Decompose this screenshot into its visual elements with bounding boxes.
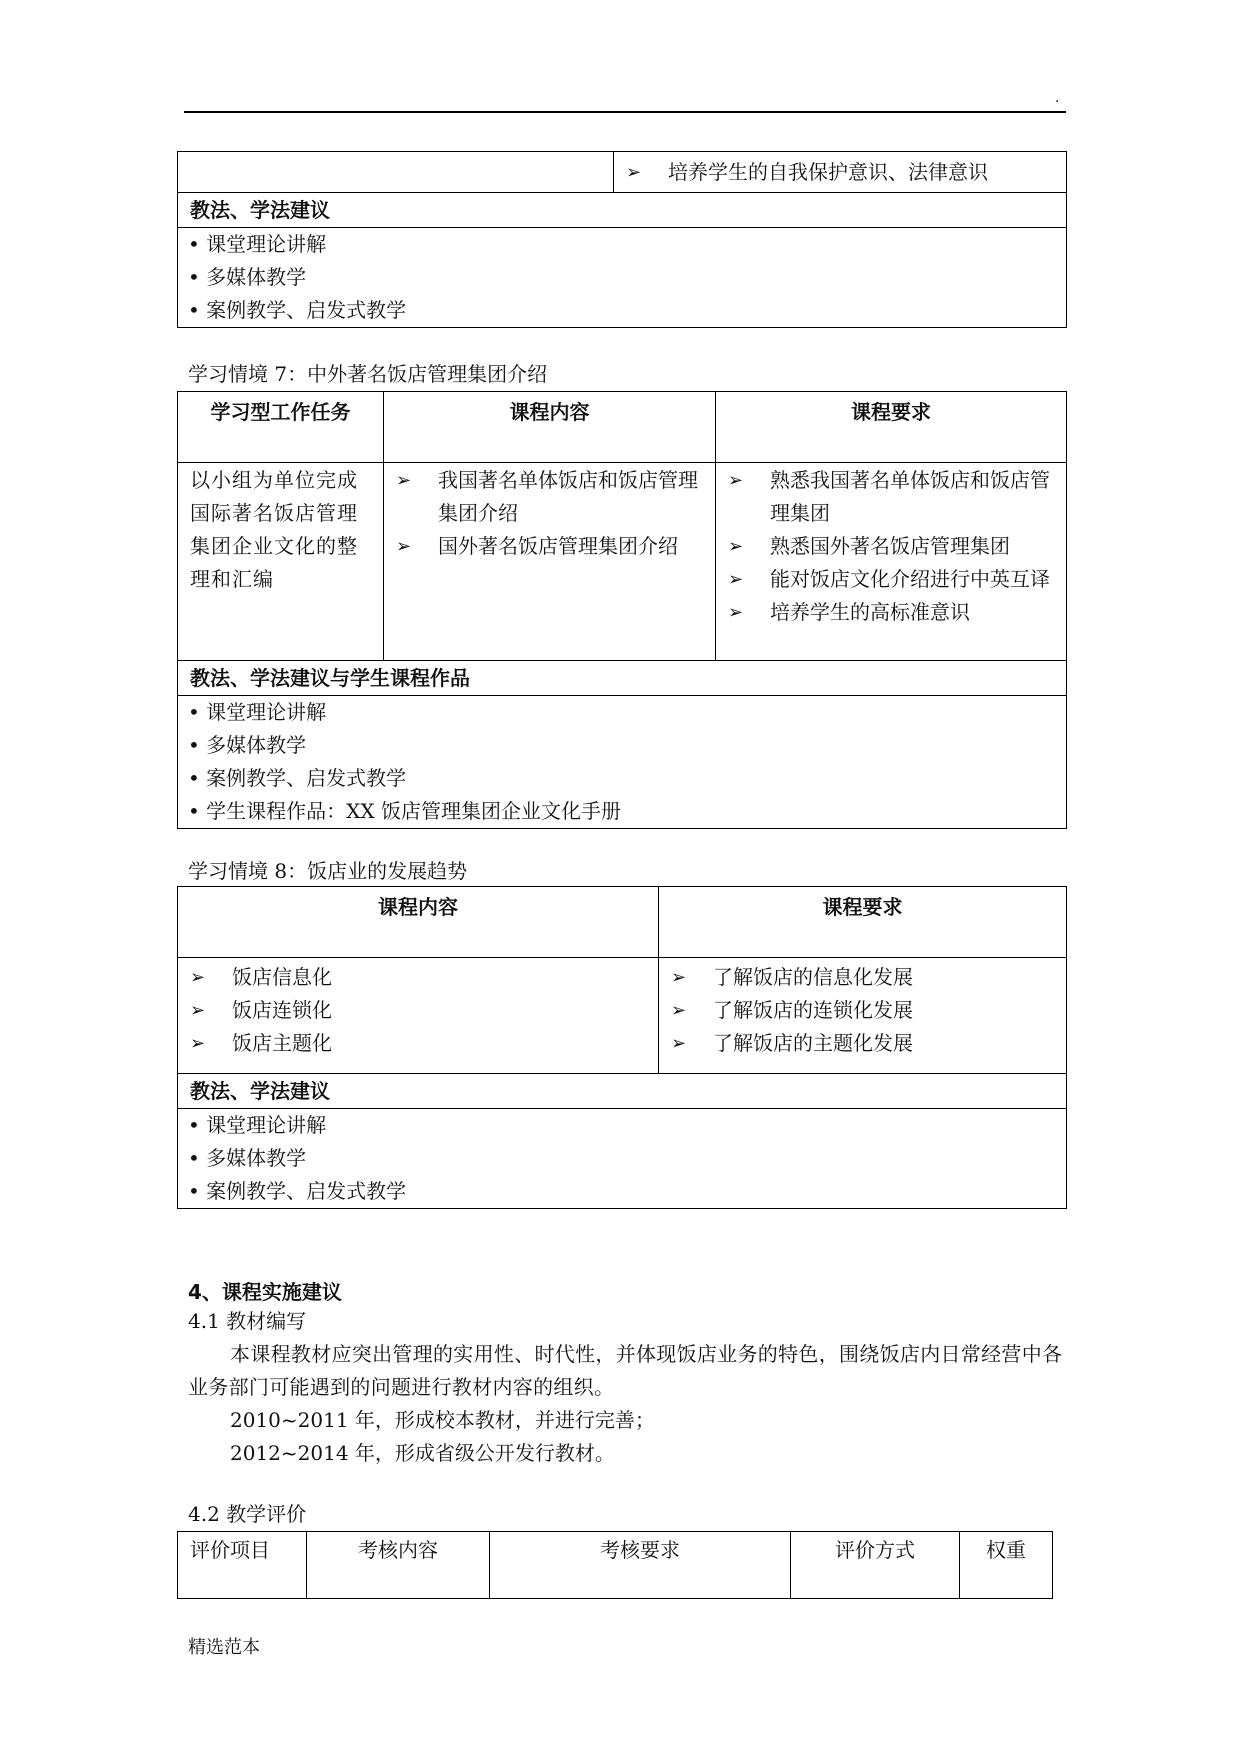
- paragraph: 本课程教材应突出管理的实用性、时代性，并体现饭店业务的特色，围绕饭店内日常经营中各业务部门可能遇到的问题进行教材内容的组织。: [188, 1342, 1063, 1399]
- header-content: 课程内容: [178, 887, 659, 958]
- arrow-bullet-icon: ➢: [190, 1033, 206, 1054]
- list-item: • 课堂理论讲解: [188, 1113, 327, 1137]
- arrow-bullet-icon: ➢: [190, 967, 206, 988]
- list-item: • 学生课程作品：XX 饭店管理集团企业文化手册: [188, 799, 621, 823]
- list-item: ➢ 能对饭店文化介绍进行中英互译: [728, 563, 1060, 596]
- arrow-bullet-icon: ➢: [728, 470, 744, 491]
- content-cell: [384, 463, 716, 661]
- list-item: • 多媒体教学: [188, 265, 307, 289]
- arrow-bullet-icon: ➢: [626, 162, 642, 183]
- arrow-bullet-icon: ➢: [396, 536, 412, 557]
- list-item: ➢ 饭店连锁化: [190, 994, 650, 1027]
- situation8-title: 学习情境 8：饭店业的发展趋势: [188, 859, 468, 883]
- eval-header-content: 考核内容: [307, 1532, 490, 1599]
- arrow-bullet-icon: ➢: [671, 967, 687, 988]
- eval-header-item: 评价项目: [178, 1532, 307, 1599]
- list-item: ➢ 饭店信息化: [190, 961, 650, 994]
- list-item: • 课堂理论讲解: [188, 700, 327, 724]
- empty-cell: [178, 152, 614, 193]
- footer-text: 精选范本: [188, 1637, 260, 1658]
- arrow-bullet-icon: ➢: [671, 1033, 687, 1054]
- list-item: • 多媒体教学: [188, 1146, 307, 1170]
- methods-title: 教法、学法建议: [178, 193, 1067, 228]
- requirement-cell: [614, 152, 1067, 193]
- header-task: 学习型工作任务: [178, 392, 384, 463]
- table-situation7: [177, 391, 1067, 829]
- content-cell: [178, 958, 659, 1074]
- arrow-bullet-icon: ➢: [728, 569, 744, 590]
- methods-title: 教法、学法建议: [178, 1074, 1067, 1109]
- header-rule: [184, 111, 1066, 113]
- list-item: • 案例教学、启发式教学: [188, 298, 407, 322]
- paragraph: 2012~2014 年，形成省级公开发行教材。: [230, 1441, 615, 1465]
- eval-header-requirement: 考核要求: [490, 1532, 791, 1599]
- eval-header-method: 评价方式: [791, 1532, 960, 1599]
- eval-header-weight: 权重: [960, 1532, 1053, 1599]
- list-item: ➢ 饭店主题化: [190, 1027, 650, 1060]
- header-content: 课程内容: [384, 392, 716, 463]
- list-item: ➢ 国外著名饭店管理集团介绍: [396, 530, 707, 563]
- list-item: ➢ 了解饭店的连锁化发展: [671, 994, 1058, 1027]
- table-situation6-tail: [177, 151, 1067, 328]
- methods-list: [178, 696, 1067, 829]
- header-requirements: 课程要求: [716, 392, 1067, 463]
- requirements-cell: [716, 463, 1067, 661]
- subsection-title: 4.1 教材编写: [188, 1309, 307, 1333]
- table-evaluation: [177, 1531, 1053, 1599]
- list-item: ➢ 我国著名单体饭店和饭店管理集团介绍: [396, 464, 707, 530]
- list-item: • 课堂理论讲解: [188, 232, 327, 256]
- list-item: • 案例教学、启发式教学: [188, 766, 407, 790]
- arrow-bullet-icon: ➢: [190, 1000, 206, 1021]
- arrow-bullet-icon: ➢: [728, 602, 744, 623]
- list-item: • 案例教学、启发式教学: [188, 1179, 407, 1203]
- paragraph: 2010~2011 年，形成校本教材，并进行完善；: [230, 1408, 655, 1432]
- header-requirements: 课程要求: [659, 887, 1067, 958]
- list-item: ➢ 熟悉国外著名饭店管理集团: [728, 530, 1060, 563]
- header-mark: .: [1055, 90, 1060, 106]
- section-title: 4、课程实施建议: [188, 1280, 342, 1304]
- requirements-cell: [659, 958, 1067, 1074]
- list-item: ➢ 熟悉我国著名单体饭店和饭店管理集团: [728, 464, 1060, 530]
- arrow-bullet-icon: ➢: [396, 470, 412, 491]
- list-item: ➢ 培养学生的自我保护意识、法律意识: [626, 156, 1056, 189]
- list-item: ➢ 了解饭店的主题化发展: [671, 1027, 1058, 1060]
- list-item: ➢ 了解饭店的信息化发展: [671, 961, 1058, 994]
- task-cell: 以小组为单位完成国际著名饭店管理集团企业文化的整理和汇编: [178, 463, 384, 661]
- arrow-bullet-icon: ➢: [671, 1000, 687, 1021]
- list-item: ➢ 培养学生的高标准意识: [728, 596, 1060, 629]
- arrow-bullet-icon: ➢: [728, 536, 744, 557]
- methods-title: 教法、学法建议与学生课程作品: [178, 661, 1067, 696]
- methods-list: [178, 1109, 1067, 1209]
- table-situation8: [177, 886, 1067, 1209]
- situation7-title: 学习情境 7：中外著名饭店管理集团介绍: [188, 362, 548, 386]
- list-item: • 多媒体教学: [188, 733, 307, 757]
- subsection-title: 4.2 教学评价: [188, 1502, 307, 1526]
- methods-list: [178, 228, 1067, 328]
